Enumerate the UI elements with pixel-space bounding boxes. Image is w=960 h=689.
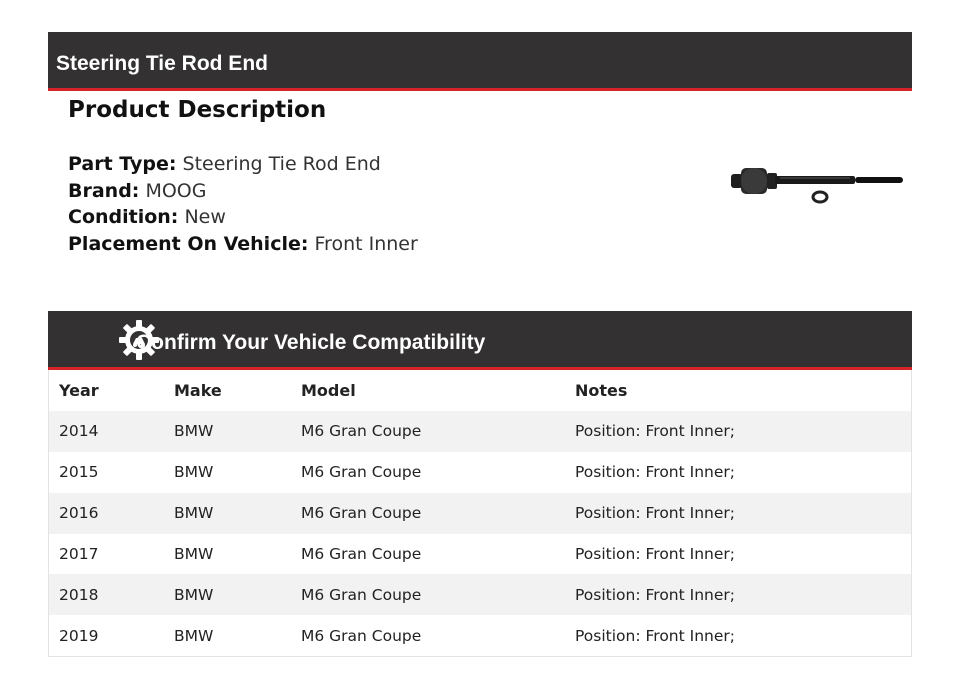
cell-year: 2014 bbox=[59, 422, 99, 441]
cell-notes: Position: Front Inner; bbox=[575, 545, 735, 563]
spec-placement bbox=[68, 231, 418, 258]
compatibility-table bbox=[48, 370, 912, 657]
cell-make: BMW bbox=[174, 545, 214, 563]
cell-year: 2017 bbox=[59, 545, 99, 563]
cell-model: M6 Gran Coupe bbox=[301, 585, 422, 604]
spec-condition bbox=[68, 204, 418, 231]
cell-notes: Position: Front Inner; bbox=[575, 422, 735, 441]
title-bar bbox=[48, 32, 912, 91]
page-title: Steering Tie Rod End bbox=[56, 52, 268, 75]
spec-list bbox=[68, 151, 418, 257]
table-row bbox=[49, 411, 911, 452]
table-row bbox=[49, 452, 911, 493]
cell-year: 2015 bbox=[59, 463, 99, 482]
cell-model: M6 Gran Coupe bbox=[301, 545, 422, 563]
spec-brand bbox=[68, 178, 418, 205]
compatibility-title: Confirm Your Vehicle Compatibility bbox=[136, 331, 486, 354]
spec-value: MOOG bbox=[145, 179, 207, 202]
cell-year: 2018 bbox=[59, 585, 99, 604]
cell-make: BMW bbox=[174, 626, 214, 645]
cell-year: 2016 bbox=[59, 504, 99, 523]
cell-notes: Position: Front Inner; bbox=[575, 504, 735, 523]
cell-notes: Position: Front Inner; bbox=[575, 626, 735, 645]
cell-make: BMW bbox=[174, 463, 214, 482]
spec-label: Condition: bbox=[68, 206, 179, 228]
cell-year: 2019 bbox=[59, 626, 99, 645]
cell-model: M6 Gran Coupe bbox=[301, 626, 422, 645]
column-header-model: Model bbox=[301, 380, 356, 400]
cell-model: M6 Gran Coupe bbox=[301, 463, 422, 482]
cell-model: M6 Gran Coupe bbox=[301, 504, 422, 523]
spec-label: Part Type: bbox=[68, 153, 177, 175]
spec-label: Brand: bbox=[68, 179, 140, 202]
column-header-year: Year bbox=[59, 380, 99, 400]
cell-notes: Position: Front Inner; bbox=[575, 463, 735, 482]
cell-notes: Position: Front Inner; bbox=[575, 585, 735, 604]
table-row bbox=[49, 534, 911, 575]
spec-value: Front Inner bbox=[314, 232, 418, 255]
cell-make: BMW bbox=[174, 422, 214, 441]
table-row bbox=[49, 615, 911, 656]
table-row bbox=[49, 493, 911, 534]
spec-part-type bbox=[68, 151, 418, 178]
column-header-notes: Notes bbox=[575, 380, 628, 400]
table-header-row bbox=[49, 370, 911, 411]
column-header-make: Make bbox=[174, 380, 222, 400]
description-heading: Product Description bbox=[68, 97, 327, 123]
product-image bbox=[725, 158, 910, 208]
spec-value: New bbox=[184, 206, 226, 228]
spec-value: Steering Tie Rod End bbox=[182, 153, 381, 175]
table-row bbox=[49, 574, 911, 615]
cell-make: BMW bbox=[174, 504, 214, 523]
compatibility-bar bbox=[48, 311, 912, 370]
spec-label: Placement On Vehicle: bbox=[68, 232, 309, 255]
cell-model: M6 Gran Coupe bbox=[301, 422, 422, 441]
cell-make: BMW bbox=[174, 585, 214, 604]
